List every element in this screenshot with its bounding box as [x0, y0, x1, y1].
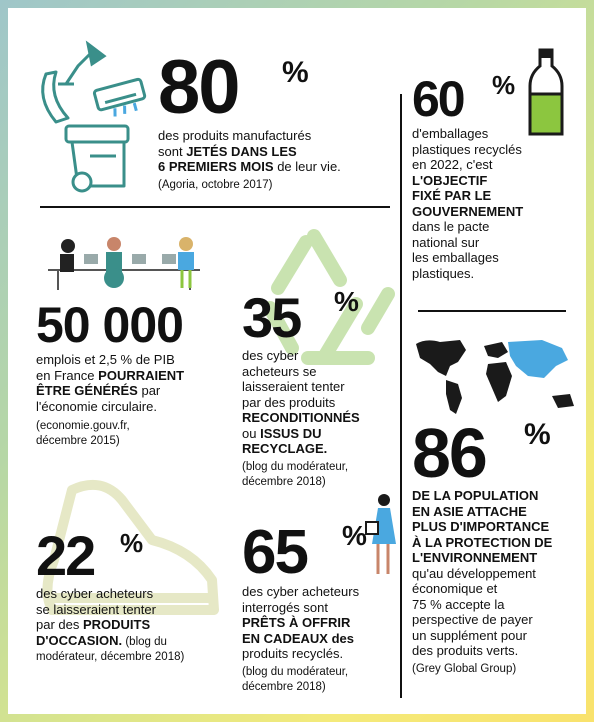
text-line: des cyber acheteurs — [36, 586, 154, 601]
text-bold: JETÉS DANS LES — [186, 143, 297, 159]
stat-number: 60 — [412, 71, 464, 127]
text: de leur vie. — [273, 159, 341, 174]
text-bold: GOUVERNEMENT — [412, 203, 524, 219]
source: (Grey Global Group) — [412, 662, 517, 675]
text-line: par des produits — [242, 394, 336, 410]
office-workers-icon — [44, 230, 204, 292]
percent-sign: % — [334, 286, 359, 317]
text: ou — [242, 425, 261, 441]
text-line: laisseraient tenter — [242, 379, 345, 394]
percent-sign: % — [282, 56, 309, 89]
text-line: qu'au développement — [412, 565, 536, 581]
text-line: des produits verts. — [412, 643, 519, 658]
text-line: perspective de payer — [412, 612, 533, 627]
text-bold: L'OBJECTIF — [412, 172, 488, 188]
stat-number: 22 — [36, 524, 95, 587]
text-line: d'emballages — [412, 126, 489, 141]
stat-35 — [242, 286, 392, 490]
stat-number: 65 — [242, 518, 307, 587]
source: modérateur, décembre 2018) — [36, 651, 185, 663]
source: décembre 2018) — [242, 475, 326, 488]
text-line: acheteurs se — [242, 363, 317, 379]
divider-2 — [418, 310, 566, 312]
text-bold: FIXÉ PAR LE — [412, 188, 492, 203]
stat-86 — [412, 414, 584, 677]
text: par des — [36, 617, 83, 632]
text-bold: RECYCLAGE. — [242, 441, 328, 456]
text-line: les emballages — [412, 250, 499, 265]
air-conditioner-icon — [92, 76, 152, 116]
text-line: produits recyclés. — [242, 646, 344, 661]
source: (Agoria, octobre 2017) — [158, 178, 273, 191]
text-bold: RECONDITIONNÉS — [242, 410, 360, 425]
text-line: économique et — [412, 581, 498, 596]
stat-number: 86 — [412, 414, 486, 492]
source: (blog du modérateur, — [242, 665, 349, 678]
text-line: interrogés sont — [242, 599, 328, 615]
text-line: emplois et 2,5 % de PIB — [36, 352, 175, 367]
divider-1 — [40, 206, 390, 208]
text-line: national sur — [412, 234, 480, 250]
text: par — [137, 383, 161, 398]
text: en France — [36, 367, 99, 383]
world-map-icon — [412, 336, 582, 420]
source: décembre 2018) — [242, 680, 326, 693]
text-bold: 6 PREMIERS MOIS — [158, 159, 274, 174]
stat-22 — [36, 524, 236, 666]
text-bold: PRODUITS — [82, 617, 151, 632]
text-line: un supplément pour — [412, 627, 527, 643]
stat-50000 — [36, 297, 246, 449]
percent-sign: % — [342, 520, 367, 551]
text-line: en 2022, c'est — [412, 157, 493, 172]
stat-number: 50 000 — [36, 297, 183, 353]
text-bold: EN CADEAUX des — [242, 630, 354, 646]
infographic — [8, 8, 586, 714]
text-bold: DE LA POPULATION — [412, 488, 539, 503]
text-bold: EN ASIE ATTACHE — [412, 503, 527, 519]
text-bold: ISSUS DU — [260, 425, 322, 441]
text-line: plastiques recyclés — [412, 141, 522, 157]
stat-65 — [242, 518, 402, 695]
source: décembre 2015) — [36, 435, 120, 447]
text-line: des produits manufacturés — [158, 128, 312, 143]
text-line: l'économie circulaire. — [36, 398, 157, 414]
text-line: dans le pacte — [412, 219, 490, 234]
percent-sign: % — [492, 70, 516, 100]
text-bold: PRÊTS À OFFRIR — [242, 615, 351, 630]
text: sont — [158, 143, 187, 159]
stat-number: 35 — [242, 286, 301, 349]
text-bold: PLUS D'IMPORTANCE — [412, 519, 550, 534]
percent-sign: % — [120, 528, 144, 558]
text-line: se laisseraient tenter — [36, 601, 156, 617]
text-bold: POURRAIENT — [98, 367, 185, 383]
source: (blog du — [122, 635, 167, 648]
text-bold: L'ENVIRONNEMENT — [412, 550, 538, 565]
text-bold: À LA PROTECTION DE — [412, 534, 553, 550]
text-line: des cyber acheteurs — [242, 584, 360, 599]
text-line: 75 % accepte la — [412, 596, 505, 612]
text-bold: D'OCCASION. — [36, 632, 123, 648]
stat-80 — [158, 45, 398, 193]
stat-60 — [412, 70, 572, 281]
source: (blog du modérateur, — [242, 460, 349, 473]
source: (economie.gouv.fr, — [36, 420, 130, 432]
stat-number: 80 — [158, 45, 239, 130]
text-line: des cyber — [242, 348, 299, 363]
percent-sign: % — [524, 418, 551, 451]
text-line: plastiques. — [412, 265, 475, 281]
text-bold: ÊTRE GÉNÉRÉS — [36, 383, 138, 398]
